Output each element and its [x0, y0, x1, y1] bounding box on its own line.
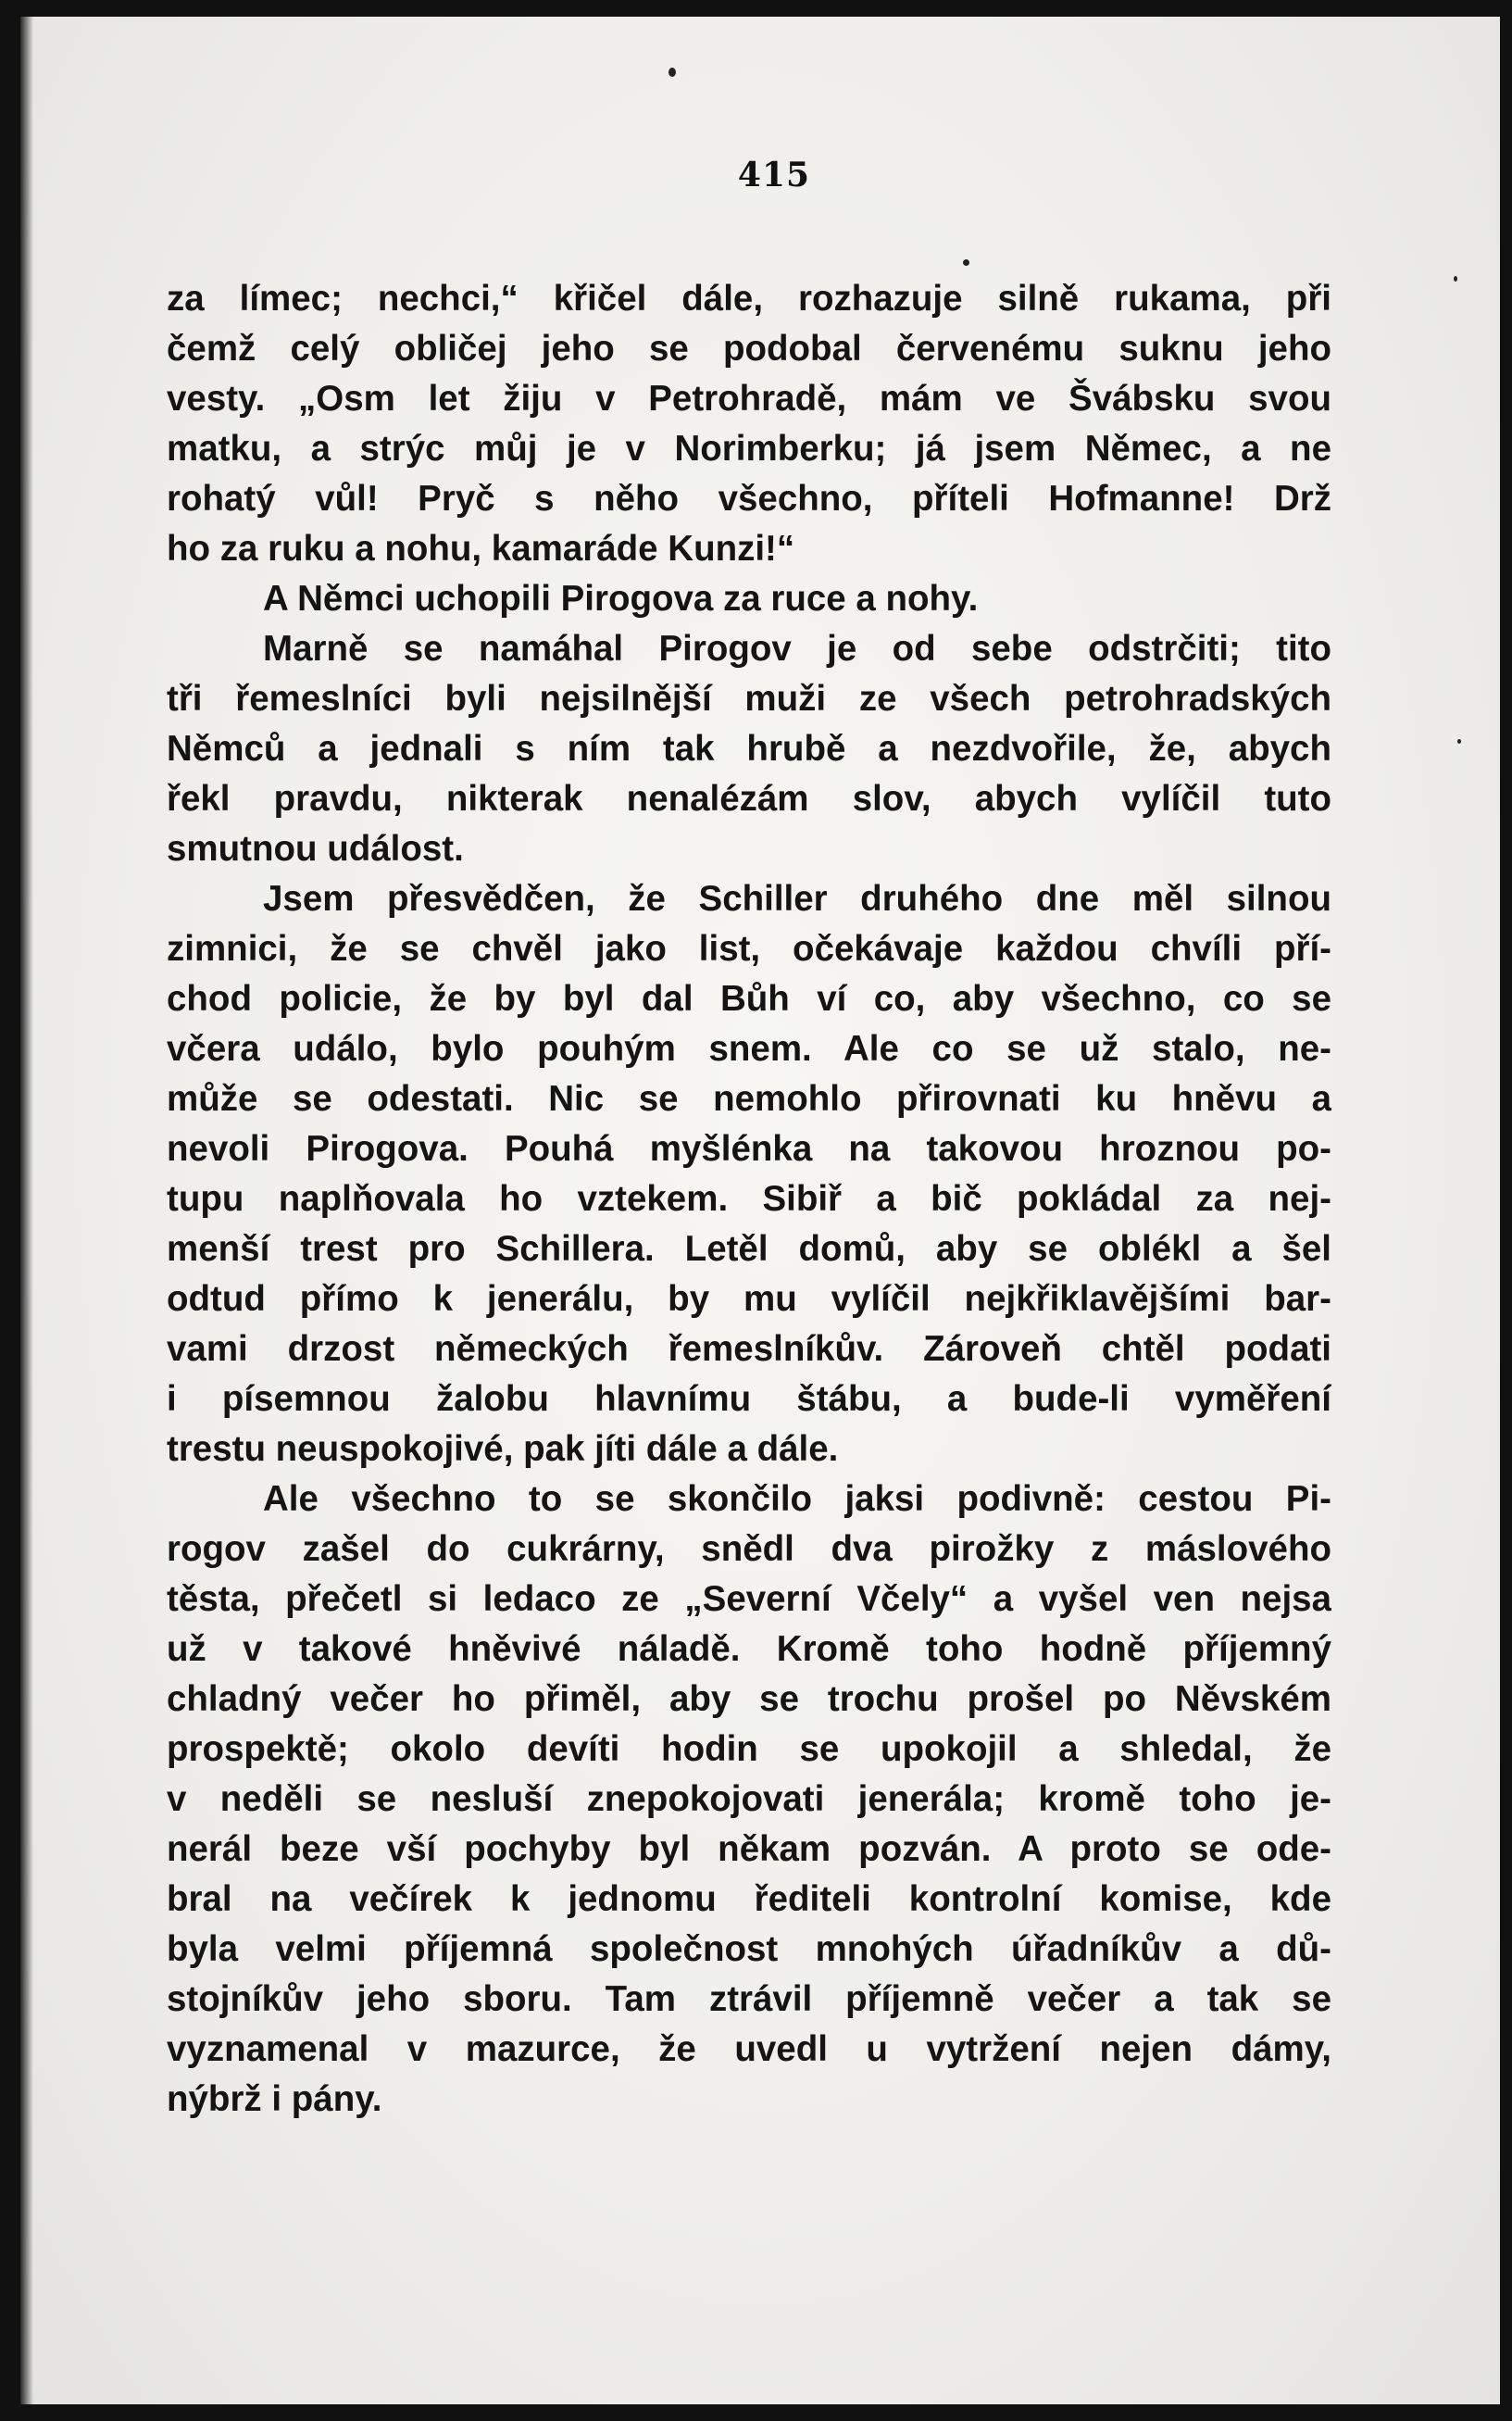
text-line: nýbrž i pány.	[167, 2079, 382, 2119]
text-line: už v takové hněvivé náladě. Kromě toho hodně příjemný	[167, 1629, 1331, 1669]
scan-speck	[1457, 739, 1461, 744]
text-line: řekl pravdu, nikterak nenalézám slov, abych vylíčil tuto	[167, 779, 1331, 819]
text-line: může se odestati. Nic se nemohlo přirovnati ku hněvu a	[167, 1079, 1331, 1119]
text-line: rohatý vůl! Pryč s něho všechno, příteli Hofmanne! Drž	[167, 479, 1331, 519]
page-edge-shadow	[20, 17, 33, 2404]
text-line: nerál beze vší pochyby byl někam pozván. A proto se ode-	[167, 1829, 1331, 1869]
scan-speck	[669, 68, 676, 77]
text-line: čemž celý obličej jeho se podobal červenému suknu jeho	[167, 329, 1331, 369]
text-line: stojníkův jeho sboru. Tam ztrávil příjemně večer a tak se	[167, 1979, 1331, 2019]
text-line: ho za ruku a nohu, kamaráde Kunzi!“	[167, 529, 795, 569]
text-line: trestu neuspokojivé, pak jíti dále a dále.	[167, 1429, 839, 1469]
text-line: chladný večer ho přiměl, aby se trochu prošel po Něvském	[167, 1679, 1331, 1719]
scan-speck	[1454, 276, 1457, 282]
text-line: vesty. „Osm let žiju v Petrohradě, mám ve Švábsku svou	[167, 379, 1331, 419]
page-number: 415	[737, 156, 811, 194]
text-line: prospektě; okolo devíti hodin se upokojil a shledal, že	[167, 1729, 1331, 1769]
text-line: tupu naplňovala ho vztekem. Sibiř a bič pokládal za nej-	[167, 1179, 1331, 1219]
text-line: byla velmi příjemná společnost mnohých úřadníkův a dů-	[167, 1929, 1331, 1969]
text-line: Jsem přesvědčen, že Schiller druhého dne měl silnou	[263, 879, 1331, 919]
text-line: bral na večírek k jednomu řediteli kontrolní komise, kde	[167, 1879, 1331, 1919]
text-line: matku, a strýc můj je v Norimberku; já jsem Němec, a ne	[167, 429, 1331, 469]
text-line: těsta, přečetl si ledaco ze „Severní Včely“ a vyšel ven nejsa	[167, 1579, 1331, 1619]
text-line: nevoli Pirogova. Pouhá myšlénka na takovou hroznou po-	[167, 1129, 1331, 1169]
text-line: Marně se namáhal Pirogov je od sebe odstrčiti; tito	[263, 629, 1331, 669]
text-line: Ale všechno to se skončilo jaksi podivně: cestou Pi-	[263, 1479, 1331, 1519]
scan-speck	[963, 259, 969, 266]
text-line: chod policie, že by byl dal Bůh ví co, aby všechno, co se	[167, 979, 1331, 1019]
text-line: tři řemeslníci byli nejsilnější muži ze všech petrohradských	[167, 679, 1331, 719]
text-line: vyznamenal v mazurce, že uvedl u vytržení nejen dámy,	[167, 2029, 1331, 2069]
text-line: vami drzost německých řemeslníkův. Zároveň chtěl podati	[167, 1329, 1331, 1369]
text-line: i písemnou žalobu hlavnímu štábu, a bude-li vyměření	[167, 1379, 1331, 1419]
text-line: odtud přímo k jenerálu, by mu vylíčil nejkřiklavějšími bar-	[167, 1279, 1331, 1319]
page-body-text	[167, 274, 1331, 2125]
text-line: za límec; nechci,“ křičel dále, rozhazuje silně rukama, při	[167, 279, 1331, 319]
text-line: rogov zašel do cukrárny, snědl dva pirožky z máslového	[167, 1529, 1331, 1569]
text-line: menší trest pro Schillera. Letěl domů, aby se oblékl a šel	[167, 1229, 1331, 1269]
text-line: v neděli se nesluší znepokojovati jenerála; kromě toho je-	[167, 1779, 1331, 1819]
text-line: Němců a jednali s ním tak hrubě a nezdvořile, že, abych	[167, 729, 1331, 769]
text-line: smutnou událost.	[167, 829, 464, 869]
text-line: zimnici, že se chvěl jako list, očekávaje každou chvíli pří-	[167, 929, 1331, 969]
text-line: včera událo, bylo pouhým snem. Ale co se už stalo, ne-	[167, 1029, 1331, 1069]
book-page	[20, 17, 1500, 2404]
text-line: A Němci uchopili Pirogova za ruce a nohy.	[263, 579, 979, 619]
